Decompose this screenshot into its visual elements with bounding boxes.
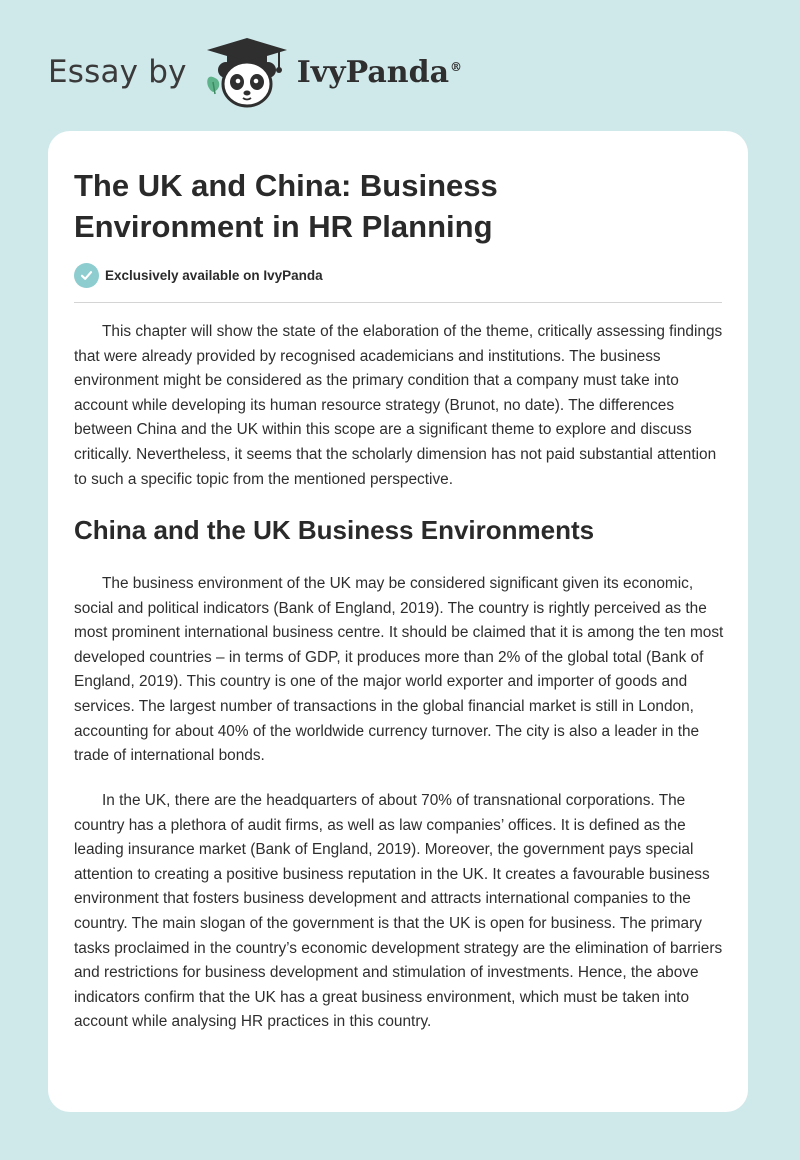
brand-prefix: Essay by [48,54,187,90]
intro-paragraph: This chapter will show the state of the elaboration of the theme, critically assessing findings that were already provided by recognised academicians and institutions. The business environment might be considered as the primary condition that a company must take into account while developing its human resource strategy (Brunot, no date). The differences between China and the UK within this scope are a significant theme to explore and discuss critically. Nevertheless, it seems that the scholarly dimension has not paid substantial attention to such a specific topic from the mentioned perspective. [74,323,723,488]
body-paragraph: The business environment of the UK may be considered significant given its economic, social and political indicators (Bank of England, 2019). The country is rightly perceived as the most prominent international business centre. It should be claimed that it is among the ten most developed countries – in terms of GDP, it produces more than 2% of the global total (Bank of England, 2019). This country is one of the major world exporter and importer of goods and services. The largest number of transactions in the global financial market is still in London, accounting for about 40% of the worldwide currency turnover. The city is also a leader in the trade of international bonds. [74,575,724,765]
body-paragraph: In the UK, there are the headquarters of about 70% of transnational corporations. The country has a plethora of audit firms, as well as law companies’ offices. It is defined as the leading insurance market (Bank of England, 2019). Moreover, the government pays special attention to creating a positive business reputation in the UK. It creates a favourable business environment that fosters business development and attracts international companies to the country. The main slogan of the government is that the UK is open for business. The primary tasks proclaimed in the country’s economic development strategy are the elimination of barriers and restrictions for business development and stimulation of investments. Hence, the above indicators confirm that the UK has a great business environment, which must be taken into account while analysing HR practices in this country. [74,792,723,1031]
section-heading: China and the UK Business Environments [74,515,595,545]
site-header [48,32,462,112]
exclusive-badge [74,263,323,288]
page-title: The UK and China: Business Environment in HR Planning [74,168,498,244]
brand-name[interactable]: IvyPanda® [296,54,463,90]
exclusive-label: Exclusively available on IvyPanda [105,268,323,283]
article-card [48,131,748,1112]
registered-mark: ® [450,59,463,74]
check-circle-icon [74,263,99,288]
divider [74,302,722,303]
panda-logo-icon[interactable] [199,32,295,112]
